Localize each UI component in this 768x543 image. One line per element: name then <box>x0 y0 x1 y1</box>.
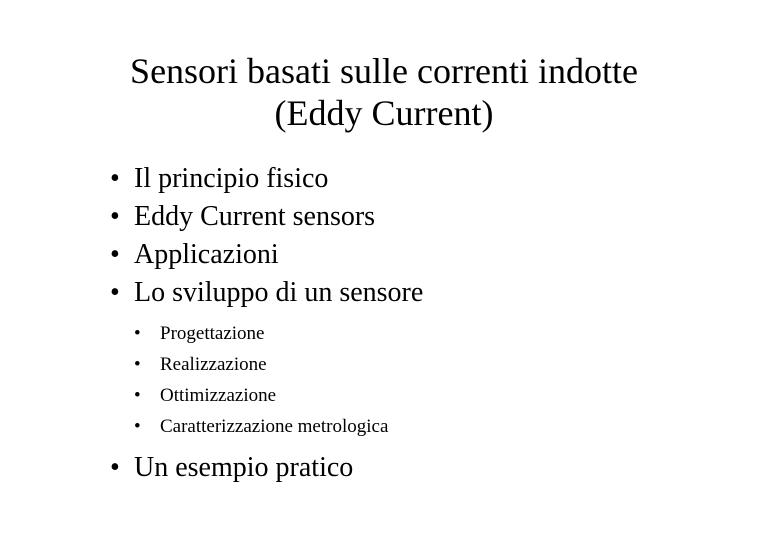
bullet-text: Il principio fisico <box>134 163 329 194</box>
sub-bullet-item <box>134 380 388 411</box>
sub-bullet-list <box>134 318 388 442</box>
sub-bullet-text: Progettazione <box>160 323 265 344</box>
bullet-dot-icon: • <box>110 239 120 270</box>
bullet-dot-icon: • <box>110 163 120 194</box>
bullet-text: Lo sviluppo di un sensore <box>134 277 424 308</box>
bullet-dot-icon: • <box>110 277 120 308</box>
sub-bullet-text: Caratterizzazione metrologica <box>160 416 389 437</box>
sub-bullet-dot-icon: • <box>134 323 141 344</box>
bullet-text: Applicazioni <box>134 239 279 270</box>
bullet-item <box>110 236 423 274</box>
main-bullet-list <box>110 160 423 312</box>
slide-title-line-1: Sensori basati sulle correnti indotte <box>130 51 638 91</box>
sub-bullet-dot-icon: • <box>134 354 141 375</box>
slide-title-line-2: (Eddy Current) <box>274 93 494 133</box>
sub-bullet-item <box>134 411 388 442</box>
sub-bullet-dot-icon: • <box>134 385 141 406</box>
sub-bullet-text: Realizzazione <box>160 354 267 375</box>
sub-bullet-item <box>134 349 388 380</box>
bullet-text: Un esempio pratico <box>134 452 354 483</box>
bullet-dot-icon: • <box>110 201 120 232</box>
sub-bullet-item <box>134 318 388 349</box>
bullet-text: Eddy Current sensors <box>134 201 376 232</box>
bullet-item <box>110 449 353 487</box>
sub-bullet-text: Ottimizzazione <box>160 385 277 406</box>
bullet-dot-icon: • <box>110 452 120 483</box>
slide-title <box>0 50 768 134</box>
final-bullet-list <box>110 449 353 487</box>
sub-bullet-dot-icon: • <box>134 416 141 437</box>
bullet-item <box>110 198 423 236</box>
bullet-item <box>110 274 423 312</box>
bullet-item <box>110 160 423 198</box>
